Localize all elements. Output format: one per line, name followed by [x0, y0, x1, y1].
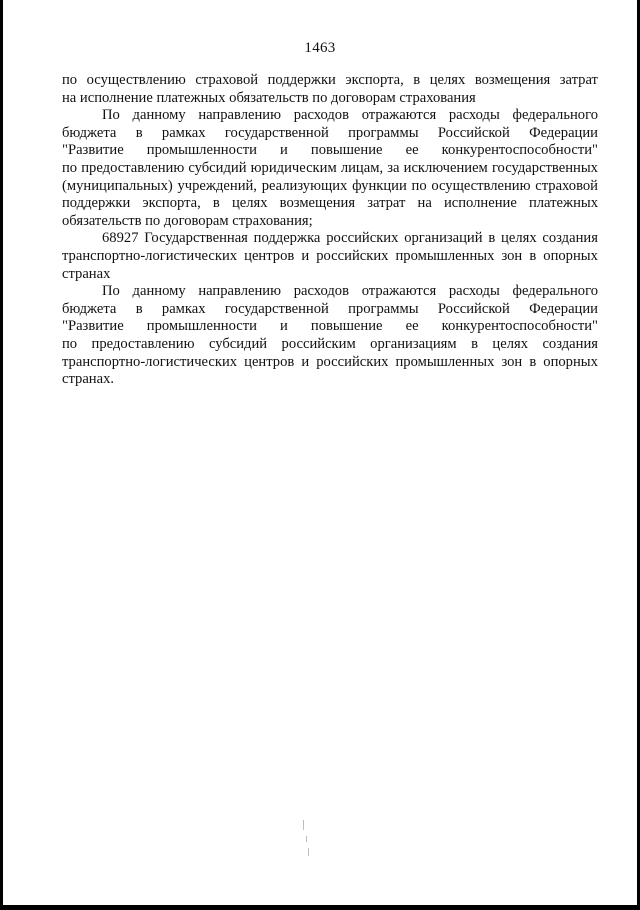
scan-speck — [306, 836, 307, 842]
paragraph-description — [62, 107, 598, 230]
document-body — [62, 72, 598, 389]
text-line: по осуществлению страховой поддержки экспорта, в целях возмещения затрат — [62, 72, 598, 88]
scan-border-left — [0, 0, 3, 910]
paragraph-description-2 — [62, 283, 598, 389]
text-line: 68927 Государственная поддержка российских организаций в целях создания — [102, 230, 598, 247]
text-line: транспортно-логистических центров и российских промышленных зон в опорных — [62, 353, 598, 370]
text-line: обязательств по договорам страхования; — [62, 212, 313, 229]
text-line: на исполнение платежных обязательств по договорам страхования — [62, 89, 476, 106]
text-line: поддержки экспорта, в целях возмещения затрат на исполнение платежных — [62, 195, 598, 212]
text-line: По данному направлению расходов отражаются расходы федерального — [102, 107, 598, 124]
scan-speck — [303, 820, 304, 830]
scan-border-bottom — [0, 905, 640, 910]
scan-speck — [308, 848, 309, 856]
text-line: (муниципальных) учреждений, реализующих функции по осуществлению страховой — [62, 177, 598, 194]
text-line: По данному направлению расходов отражаются расходы федерального — [102, 283, 598, 300]
text-line: по предоставлению субсидий юридическим лицам, за исключением государственных — [62, 159, 598, 176]
text-line: по предоставлению субсидий российским организациям в целях создания — [62, 335, 598, 352]
text-line: бюджета в рамках государственной программы Российской Федерации — [62, 124, 598, 141]
paragraph-code-68927 — [62, 230, 598, 283]
paragraph-continuation — [62, 72, 598, 107]
text-line: странах. — [62, 371, 115, 388]
page-number: 1463 — [304, 40, 336, 56]
text-line: "Развитие промышленности и повышение ее конкурентоспособности" — [62, 142, 598, 159]
text-line: "Развитие промышленности и повышение ее конкурентоспособности" — [62, 318, 598, 335]
text-line: бюджета в рамках государственной программы Российской Федерации — [62, 300, 598, 317]
text-line: странах — [62, 265, 111, 282]
text-line: транспортно-логистических центров и российских промышленных зон в опорных — [62, 247, 598, 264]
